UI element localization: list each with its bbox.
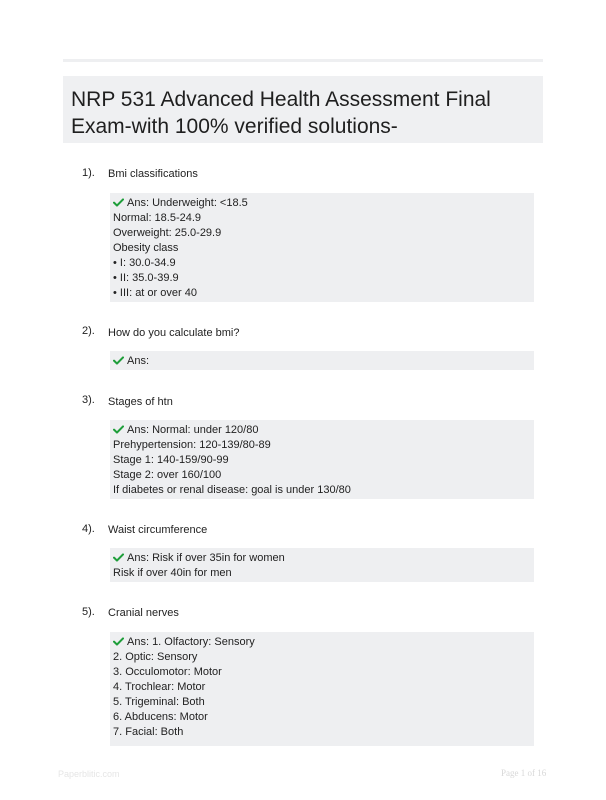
footer-watermark: Paperblitic.com	[58, 769, 120, 779]
question-text: Stages of htn	[108, 396, 173, 408]
answer-line: 2. Optic: Sensory	[113, 651, 198, 663]
question-number: 1).	[82, 167, 95, 179]
page-number: Page 1 of 16	[501, 768, 547, 778]
title-line-2: Exam-with 100% verified solutions-	[71, 115, 398, 138]
answer-line: Ans:	[113, 354, 534, 369]
check-icon	[113, 637, 124, 646]
answer-line: Risk if over 40in for men	[113, 567, 232, 579]
answer-box	[110, 548, 534, 582]
question-text: Cranial nerves	[108, 607, 179, 619]
answer-line: 5. Trigeminal: Both	[113, 696, 205, 708]
title-line-1: NRP 531 Advanced Health Assessment Final	[71, 88, 491, 111]
check-icon	[113, 553, 124, 562]
answer-box	[110, 193, 534, 302]
answer-line: Stage 1: 140-159/90-99	[113, 454, 229, 466]
answer-line: 6. Abducens: Motor	[113, 711, 208, 723]
top-divider	[63, 59, 543, 62]
question-text: Bmi classifications	[108, 168, 198, 180]
answer-line: Ans: Underweight: <18.5	[113, 196, 534, 211]
check-icon	[113, 425, 124, 434]
page-title	[71, 86, 535, 140]
answer-line: Overweight: 25.0-29.9	[113, 227, 222, 239]
answer-line: • II: 35.0-39.9	[113, 272, 179, 284]
answer-box	[110, 351, 534, 370]
answer-line: Normal: 18.5-24.9	[113, 212, 202, 224]
question-number: 5).	[82, 606, 95, 618]
answer-line: 4. Trochlear: Motor	[113, 681, 206, 693]
answer-line: Ans: Risk if over 35in for women	[113, 551, 534, 566]
answer-line: Ans: 1. Olfactory: Sensory	[113, 635, 534, 650]
answer-line: • III: at or over 40	[113, 287, 197, 299]
answer-line: Prehypertension: 120-139/80-89	[113, 439, 271, 451]
question-text: How do you calculate bmi?	[108, 327, 240, 339]
check-icon	[113, 198, 124, 207]
answer-box	[110, 420, 534, 499]
answer-line: • I: 30.0-34.9	[113, 257, 176, 269]
answer-line: If diabetes or renal disease: goal is under 130/80	[113, 484, 351, 496]
question-number: 3).	[82, 394, 95, 406]
title-block	[63, 76, 543, 143]
question-number: 2).	[82, 325, 95, 337]
answer-box	[110, 632, 534, 746]
question-number: 4).	[82, 523, 95, 535]
answer-line: Stage 2: over 160/100	[113, 469, 222, 481]
answer-line: Ans: Normal: under 120/80	[113, 423, 534, 438]
answer-line: 7. Facial: Both	[113, 726, 184, 738]
question-text: Waist circumference	[108, 524, 208, 536]
answer-line: 3. Occulomotor: Motor	[113, 666, 222, 678]
answer-line: Obesity class	[113, 242, 179, 254]
check-icon	[113, 356, 124, 365]
